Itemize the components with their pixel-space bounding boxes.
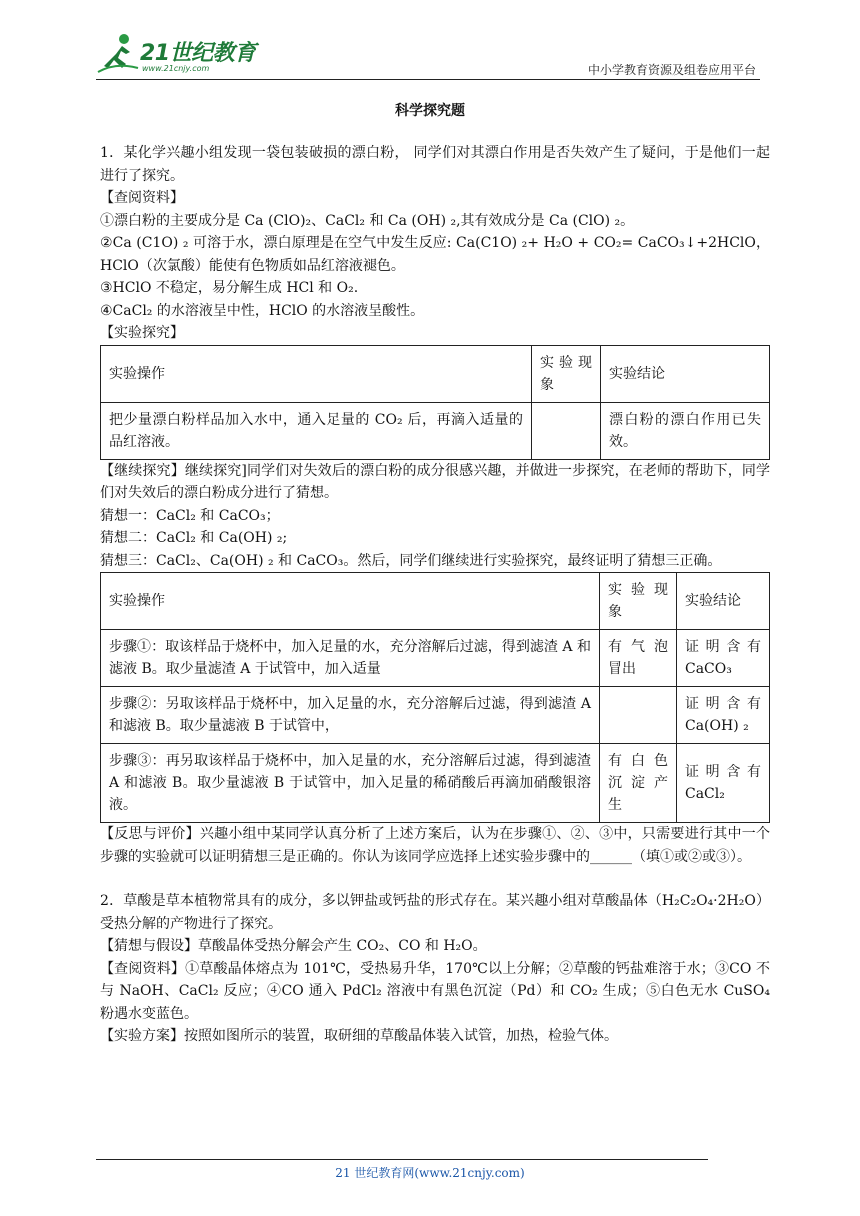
table-header-cell: 实 验 现 象: [532, 345, 601, 402]
q1-info-3: ③HClO 不稳定，易分解生成 HCl 和 O₂.: [100, 280, 359, 296]
header-divider: [96, 79, 760, 80]
table-cell: 把少量漂白粉样品加入水中，通入足量的 CO₂ 后，再滴入适量的品红溶液。: [101, 402, 532, 459]
table-header-cell: 实验操作: [101, 345, 532, 402]
q2-plan: 【实验方案】按照如图所示的装置，取研细的草酸晶体装入试管，加热，检验气体。: [100, 1028, 618, 1044]
table-cell: 步骤①：取该样品于烧杯中，加入足量的水，充分溶解后过滤，得到滤渣 A 和滤液 B。取少量滤渣 A 于试管中，加入适量: [101, 630, 600, 687]
q1-reflection: 【反思与评价】兴趣小组中某同学认真分析了上述方案后，认为在步骤①、②、③中，只需要进行其中一个步骤的实验就可以证明猜想三是正确的。你认为该同学应选择上述实验步骤中的______（填①或②或③）。: [100, 826, 770, 865]
q1-info-heading: 【查阅资料】: [100, 190, 184, 206]
table-row: [101, 744, 770, 823]
spacer: [100, 868, 770, 890]
document-title: 科学探究题: [395, 103, 465, 119]
platform-name: 中小学教育资源及组卷应用平台: [587, 63, 756, 77]
q2-info: 【查阅资料】①草酸晶体熔点为 101℃，受热易升华，170℃以上分解；②草酸的钙盐难溶于水；③CO 不与 NaOH、CaCl₂ 反应；④CO 通入 PdCl₂ 溶液中有黑色沉淀（Pd）和 CO₂ 生成；⑤白色无水 CuSO₄ 粉遇水变蓝色。: [100, 960, 770, 1022]
q1-exp-heading: 【实验探究】: [100, 325, 184, 341]
footer-link[interactable]: 21 世纪教育网(www.21cnjy.com): [335, 1166, 525, 1180]
table-header-cell: 实验操作: [101, 573, 600, 630]
table-row: [101, 345, 770, 402]
table-cell: 步骤②：另取该样品于烧杯中，加入足量的水，充分溶解后过滤，得到滤渣 A 和滤液 B。取少量滤液 B 于试管中，: [101, 687, 600, 744]
table-cell: 漂白粉的漂白作用已失效。: [601, 402, 770, 459]
footer-divider: [96, 1159, 708, 1160]
table-cell: 有 气 泡 冒出: [600, 630, 677, 687]
table-cell: [532, 402, 601, 459]
table-row: [101, 630, 770, 687]
runner-logo-icon: [96, 32, 140, 76]
experiment-table-1: [100, 345, 770, 460]
table-cell: 有 白 色 沉 淀 产 生: [600, 744, 677, 823]
q2-intro: 2．草酸是草本植物常具有的成分，多以钾盐或钙盐的形式存在。某兴趣小组对草酸晶体（H₂C₂O₄·2H₂O）受热分解的产物进行了探究。: [100, 893, 770, 932]
logo-url: www.21cnjy.com: [142, 64, 210, 73]
table-row: [101, 402, 770, 459]
page-header: [96, 30, 756, 78]
table-cell: [600, 687, 677, 744]
table-header-cell: 实验结论: [601, 345, 770, 402]
table-cell: 证 明 含 有 CaCl₂: [677, 744, 770, 823]
table-row: [101, 687, 770, 744]
logo-text: 21世纪教育: [140, 41, 256, 66]
q2-hypothesis: 【猜想与假设】草酸晶体受热分解会产生 CO₂、CO 和 H₂O。: [100, 938, 487, 954]
table-row: [101, 573, 770, 630]
table-cell: 证 明 含 有 Ca(OH) ₂: [677, 687, 770, 744]
q1-info-4: ④CaCl₂ 的水溶液呈中性，HClO 的水溶液呈酸性。: [100, 302, 425, 319]
table-header-cell: 实 验 现 象: [600, 573, 677, 630]
q1-guess-2: 猜想二：CaCl₂ 和 Ca(OH) ₂;: [100, 530, 288, 546]
q1-info-2: ②Ca (C1O) ₂ 可溶于水，漂白原理是在空气中发生反应: Ca(C1O) ₂+ H₂O + CO₂= CaCO₃↓+2HClO，HClO（次氯酸）能使有色物质如品红溶液褪色。: [100, 235, 770, 274]
q1-intro: 1．某化学兴趣小组发现一袋包装破损的漂白粉， 同学们对其漂白作用是否失效产生了疑问，于是他们一起进行了探究。: [100, 145, 770, 184]
q1-guess-1: 猜想一：CaCl₂ 和 CaCO₃；: [100, 507, 280, 524]
document-body: [100, 142, 770, 1048]
q1-guess-3: 猜想三：CaCl₂、Ca(OH) ₂ 和 CaCO₃。然后，同学们继续进行实验探究，最终证明了猜想三正确。: [100, 552, 722, 569]
q1-info-1: ①漂白粉的主要成分是 Ca (ClO)₂、CaCl₂ 和 Ca (OH) ₂,其有效成分是 Ca (ClO) ₂。: [100, 212, 635, 229]
table-cell: 证 明 含 有 CaCO₃: [677, 630, 770, 687]
q1-continue: 【继续探究】继续探究]同学们对失效后的漂白粉的成分很感兴趣，并做进一步探究，在老师的帮助下，同学们对失效后的漂白粉成分进行了猜想。: [100, 462, 770, 501]
table-header-cell: 实验结论: [677, 573, 770, 630]
logo: [96, 30, 266, 78]
experiment-table-2: [100, 572, 770, 823]
table-cell: 步骤③：再另取该样品于烧杯中，加入足量的水，充分溶解后过滤，得到滤渣 A 和滤液 B。取少量滤液 B 于试管中，加入足量的稀硝酸后再滴加硝酸银溶液。: [101, 744, 600, 823]
